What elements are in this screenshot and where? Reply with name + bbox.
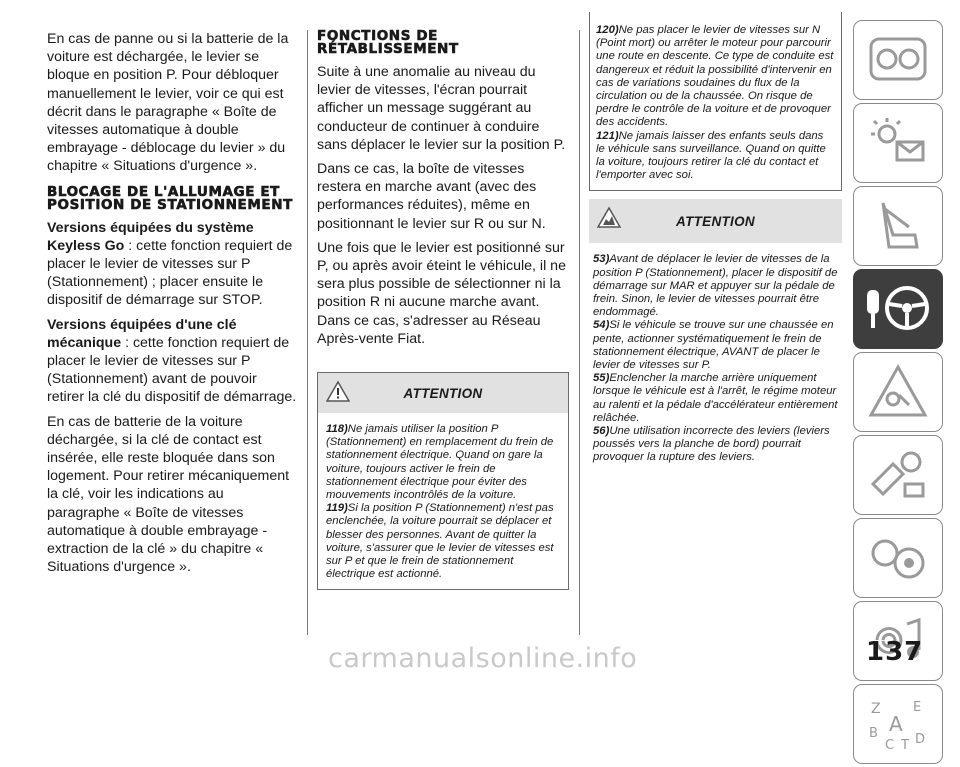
warning-triangle-icon xyxy=(326,380,350,404)
paragraph-text: : cette fonction requiert de placer le levier de vitesses sur P (Stationnement) avant de pouvoir retirer la clé du dispositif de démarrage. xyxy=(47,334,297,406)
warning-body xyxy=(318,413,568,589)
watermark: carmanualsonline.info xyxy=(328,643,638,674)
warning-item xyxy=(593,253,838,319)
warning-continuation-box xyxy=(589,12,842,191)
column-divider xyxy=(307,30,308,635)
warning-item xyxy=(593,319,838,372)
warning-text: Ne jamais laisser des enfants seuls dans le véhicule sans surveillance. Quand on quitte la voiture, toujours retirer la clé du contact et l'emporter avec soi. xyxy=(596,129,826,182)
warning-text: Une utilisation incorrecte des leviers (leviers poussés vers la planche de bord) pourrait provoquer la rupture des leviers. xyxy=(593,425,830,464)
tab-maintenance[interactable] xyxy=(853,435,943,515)
paragraph: Une fois que le levier est positionné sur P, ou après avoir éteint le véhicule, il ne sera plus possible de sélectionner ni la position R ni aucune marche avant. Dans ce cas, s'adresser au Réseau Après-vente Fiat. xyxy=(317,239,566,347)
svg-text:E: E xyxy=(913,700,922,715)
warning-item xyxy=(326,423,560,502)
svg-text:T: T xyxy=(901,738,909,753)
warning-item xyxy=(593,425,838,465)
warning-number: 55) xyxy=(593,372,610,385)
warning-header xyxy=(318,373,568,413)
seat-safety-icon xyxy=(863,195,933,257)
warning-number: 56) xyxy=(593,425,610,438)
warning-header xyxy=(589,199,842,243)
warning-number: 118) xyxy=(326,423,348,436)
tab-seat-safety[interactable] xyxy=(853,186,943,266)
warning-body xyxy=(589,243,842,468)
page-number: 137 xyxy=(866,637,924,667)
warning-title: ATTENTION xyxy=(676,213,755,229)
paragraph-bold-lead: Versions équipées du système Keyless Go xyxy=(47,219,254,254)
warning-number: 119) xyxy=(326,502,348,515)
warning-triangle-icon xyxy=(597,206,621,230)
warning-lights-icon xyxy=(863,112,933,174)
warning-text: Si la position P (Stationnement) n'est pas enclenchée, la voiture pourrait se déplacer et blesser des personnes. Avant de quitter la voiture, s'assurer que le levier de vitesses est sur P et que le frein de stationnement électrique est actionné. xyxy=(326,502,554,581)
warning-number: 121) xyxy=(596,129,619,142)
section-heading: FONCTIONS DE RÉTABLISSEMENT xyxy=(317,28,459,57)
warning-number: 120) xyxy=(596,24,619,36)
paragraph-bold-lead: Versions équipées d'une clé mécanique xyxy=(47,316,237,351)
car-dashboard-icon xyxy=(863,29,933,91)
tab-key-steering-wheel[interactable] xyxy=(853,269,943,349)
column-middle xyxy=(317,30,569,590)
warning-number: 54) xyxy=(593,319,610,332)
column-right xyxy=(589,24,842,469)
warning-text: Ne pas placer le levier de vitesses sur N (Point mort) ou arrêter le moteur pour parcourir une route en descente. Ce type de conduite est dangereux et réduit la possibilité d'intervenir en cas de variations soudaines du flux de la circulation ou de la chaussée. On risque de perdre le contrôle de la voiture et de provoquer des accidents. xyxy=(596,24,834,129)
warning-title: ATTENTION xyxy=(403,385,483,401)
warning-text: Avant de déplacer le levier de vitesses de la position P (Stationnement), placer le dispositif de démarrage sur MAR et appuyer sur la pédale de frein. Sinon, le levier de vitesses pourrait être endommagé. xyxy=(593,253,838,319)
breakdown-icon xyxy=(863,361,933,423)
warning-item xyxy=(326,502,560,581)
tab-breakdown[interactable] xyxy=(853,352,943,432)
maintenance-icon xyxy=(863,444,933,506)
warning-text: Enclencher la marche arrière uniquement lorsque le véhicule est à l'arrêt, le régime moteur au ralenti et la pédale d'accélérateur entièrement relâchée. xyxy=(593,372,838,424)
technical-data-icon xyxy=(863,527,933,589)
warning-text: Si le véhicule se trouve sur une chaussée en pente, actionner systématiquement le frein de stationnement électrique, AVANT de placer le levier de vitesses sur P. xyxy=(593,319,834,372)
svg-text:D: D xyxy=(915,732,926,747)
paragraph xyxy=(47,219,297,310)
tab-technical-data[interactable] xyxy=(853,518,943,598)
warning-item xyxy=(596,24,835,130)
paragraph: Suite à une anomalie au niveau du levier de vitesses, l'écran pourrait afficher un message suggérant au conducteur de continuer à conduire sans déplacer le levier sur la position P. xyxy=(317,64,566,153)
warning-item xyxy=(596,130,835,183)
paragraph: En cas de panne ou si la batterie de la voiture est déchargée, le levier se bloque en position P. Pour débloquer manuellement le levier, voir ce qui est décrit dans le paragraphe « Boîte de vitesses automatique à double embrayage - déblocage du levier » du chapitre « Situations d'urgence ». xyxy=(47,31,289,175)
svg-text:B: B xyxy=(869,726,878,741)
warning-item xyxy=(593,372,838,425)
section-heading: BLOCAGE DE L'ALLUMAGE ET POSITION DE STATIONNEMENT xyxy=(47,183,293,213)
column-left xyxy=(47,30,297,582)
paragraph: En cas de batterie de la voiture déchargée, si la clé de contact est insérée, elle reste bloquée dans son logement. Pour retirer mécaniquement la clé, voir les indications au paragraphe « Boîte de vitesses automatique à double embrayage - extraction de la clé » du chapitre « Situations d'urgence ». xyxy=(47,413,290,576)
svg-text:C: C xyxy=(885,738,895,753)
warning-number: 53) xyxy=(593,253,610,266)
tab-index[interactable] xyxy=(853,684,943,764)
tab-warning-lights[interactable] xyxy=(853,103,943,183)
paragraph: Dans ce cas, la boîte de vitesses restera en marche avant (avec des performances réduites), même en positionnant le levier sur R ou sur N. xyxy=(317,161,546,232)
warning-text: Ne jamais utiliser la position P (Stationnement) en remplacement du frein de stationnement électrique. Quand on gare la voiture, toujours activer le frein de stationnement électrique pour éviter des mouvements incontrôlés de la voiture. xyxy=(326,423,554,502)
svg-text:Z: Z xyxy=(871,701,881,717)
tab-car-dashboard[interactable] xyxy=(853,20,943,100)
warning-box xyxy=(317,372,569,590)
key-steering-wheel-icon xyxy=(863,278,933,340)
paragraph xyxy=(47,316,297,407)
index-icon xyxy=(863,693,933,755)
paragraph-text: : cette fonction requiert de placer le levier de vitesses sur P (Stationnement) ; placer ensuite le dispositif de démarrage sur STOP. xyxy=(47,237,293,309)
svg-text:A: A xyxy=(889,712,903,736)
warning-box xyxy=(589,199,842,468)
column-divider xyxy=(579,30,580,635)
